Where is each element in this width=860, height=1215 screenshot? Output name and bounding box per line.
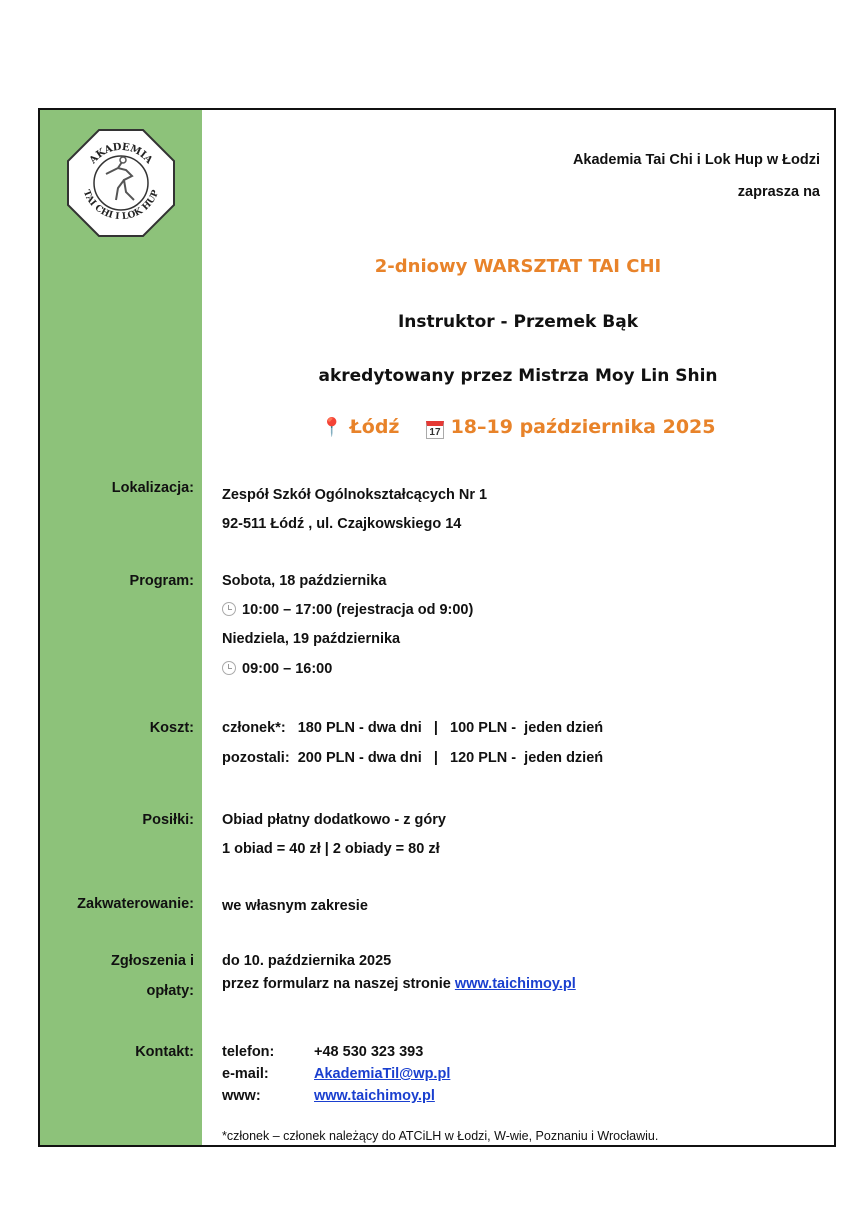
flyer-frame bbox=[38, 108, 836, 1147]
contact-label: Kontakt: bbox=[135, 1044, 194, 1060]
location-line-2: 92-511 Łódź , ul. Czajkowskiego 14 bbox=[222, 516, 462, 532]
event-dates: 18–19 października 2025 bbox=[450, 416, 716, 438]
registration-form-line: przez formularz na naszej stronie www.taichimoy.pl bbox=[222, 976, 576, 992]
program-day1: Sobota, 18 października bbox=[222, 573, 387, 589]
instructor-line: Instruktor - Przemek Bąk bbox=[397, 312, 639, 332]
event-place-date bbox=[202, 416, 834, 439]
event-city: Łódź bbox=[349, 416, 400, 438]
organizer-name: Akademia Tai Chi i Lok Hup w Łodzi bbox=[572, 152, 820, 168]
meals-label: Posiłki: bbox=[142, 812, 194, 828]
program-label: Program: bbox=[129, 573, 194, 589]
location-pin-icon: 📍 bbox=[320, 417, 343, 438]
cost-member: członek*: 180 PLN - dwa dni | 100 PLN - jeden dzień bbox=[222, 720, 604, 736]
svg-text:TAI CHI I LOK HUP: TAI CHI I LOK HUP bbox=[80, 188, 162, 223]
registration-label-1: Zgłoszenia i bbox=[111, 953, 194, 969]
calendar-icon: 17 bbox=[426, 421, 444, 439]
accreditation-line: akredytowany przez Mistrza Moy Lin Shin bbox=[318, 366, 718, 386]
event-title: 2-dniowy WARSZTAT TAI CHI bbox=[374, 256, 662, 277]
program-day1-time: 10:00 – 17:00 (rejestracja od 9:00) bbox=[222, 602, 473, 618]
email-link[interactable]: AkademiaTil@wp.pl bbox=[314, 1066, 451, 1082]
invites-text: zaprasza na bbox=[737, 184, 820, 200]
location-label: Lokalizacja: bbox=[111, 480, 194, 496]
email-label: e-mail: bbox=[222, 1066, 269, 1082]
member-footnote: *członek – członek należący do ATCiLH w Łodzi, W-wie, Poznaniu i Wrocławiu. bbox=[222, 1129, 659, 1143]
academy-logo bbox=[66, 128, 176, 238]
program-day2-time: 09:00 – 16:00 bbox=[222, 661, 332, 677]
location-line-1: Zespół Szkół Ogólnokształcących Nr 1 bbox=[222, 487, 488, 503]
svg-text:AKADEMIA: AKADEMIA bbox=[87, 141, 155, 167]
clock-icon bbox=[222, 661, 236, 675]
www-label: www: bbox=[222, 1088, 261, 1104]
accommodation-label: Zakwaterowanie: bbox=[77, 896, 194, 912]
meals-line-1: Obiad płatny dodatkowo - z góry bbox=[222, 812, 446, 828]
registration-label-2: opłaty: bbox=[146, 983, 194, 999]
program-day2: Niedziela, 19 października bbox=[222, 631, 401, 647]
cost-label: Koszt: bbox=[149, 720, 194, 736]
cost-others: pozostali: 200 PLN - dwa dni | 120 PLN - jeden dzień bbox=[222, 750, 604, 766]
phone-label: telefon: bbox=[222, 1044, 275, 1060]
registration-deadline: do 10. października 2025 bbox=[222, 953, 392, 969]
phone-value: +48 530 323 393 bbox=[314, 1044, 424, 1060]
meals-line-2: 1 obiad = 40 zł | 2 obiady = 80 zł bbox=[222, 841, 440, 857]
clock-icon bbox=[222, 602, 236, 616]
accommodation-value: we własnym zakresie bbox=[222, 898, 368, 914]
website-link[interactable]: www.taichimoy.pl bbox=[454, 976, 576, 992]
www-link[interactable]: www.taichimoy.pl bbox=[314, 1088, 435, 1104]
